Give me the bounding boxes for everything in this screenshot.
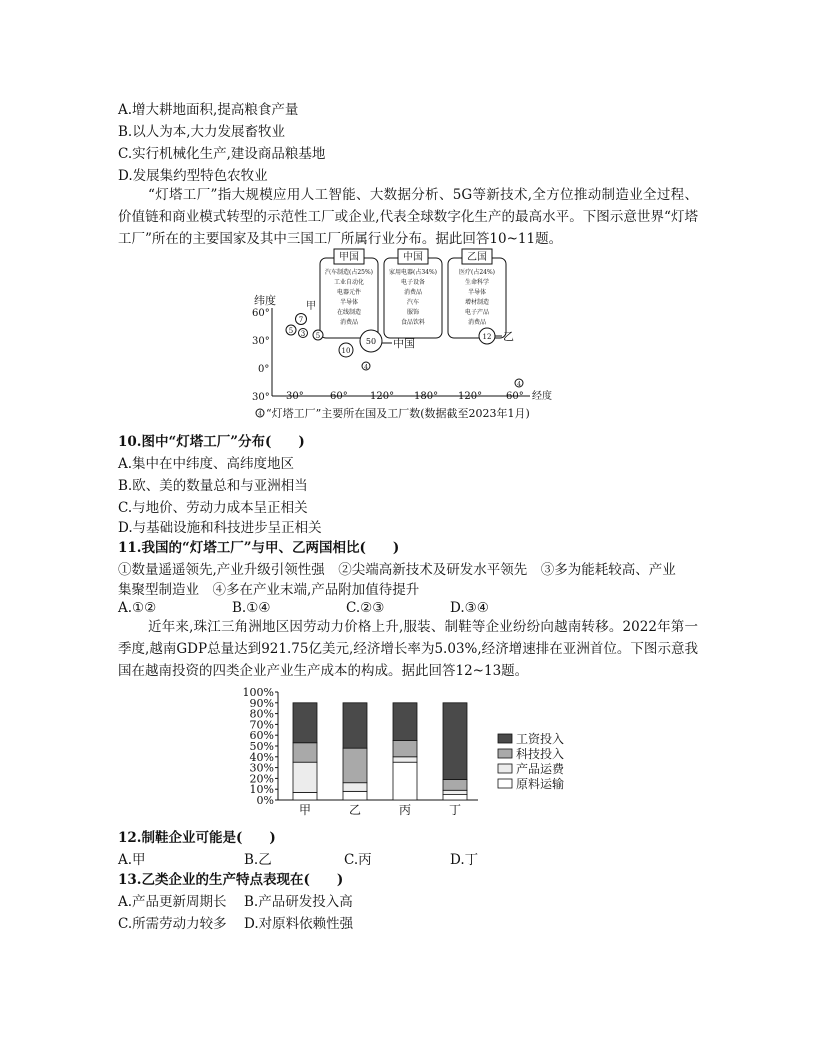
passage-lighthouse: “灯塔工厂”指大规模应用人工智能、大数据分析、5G等新技术,全方位推动制造业全过程、价值链和商业模式转型的示范性工厂或企业,代表全球数字化生产的最高水平。下图示意世界“灯塔工厂”所在的主要国家及其中三国工厂所属行业分布。据此回答10~11题。 bbox=[118, 187, 698, 247]
bar-segment bbox=[293, 762, 317, 792]
factory-circle bbox=[339, 343, 353, 357]
q13-option-b: B.产品研发投入高 bbox=[244, 894, 353, 910]
svg-text:5: 5 bbox=[288, 327, 294, 335]
y-tick-label: 20% bbox=[249, 772, 274, 786]
q10-option-a: A.集中在中纬度、高纬度地区 bbox=[118, 456, 295, 472]
q11-statements-line2: 集聚型制造业 ④多在产业末端,产品附加值待提升 bbox=[118, 582, 420, 598]
q11-option-c: C.②③ bbox=[346, 600, 385, 616]
q12-stem: 12.制鞋企业可能是( ) bbox=[118, 830, 276, 846]
box-item: 电子产品 bbox=[464, 309, 490, 316]
box-item: 电器元件 bbox=[336, 289, 362, 296]
passage-vietnam: 近年来,珠江三角洲地区因劳动力价格上升,服装、制鞋等企业纷纷向越南转移。2022年第一季度,越南GDP总量达到921.75亿美元,经济增长率为5.03%,经济增速排在亚洲首位。下图示意我国在越南投资的四类企业产业生产成本的构成。据此回答12~13题。 bbox=[118, 619, 698, 679]
lat-tick: 30° bbox=[252, 336, 270, 347]
legend-label: 工资投入 bbox=[516, 732, 565, 746]
lon-tick: 120° bbox=[458, 391, 483, 402]
q10-option-c: C.与地价、劳动力成本呈正相关 bbox=[118, 500, 308, 516]
y-tick-label: 100% bbox=[242, 686, 274, 699]
factory-circle bbox=[299, 329, 308, 339]
box-item: 汽车 bbox=[406, 299, 420, 306]
y-tick-label: 70% bbox=[249, 718, 274, 732]
lon-tick: 120° bbox=[370, 391, 395, 402]
legend-swatch bbox=[498, 749, 512, 758]
bar-segment bbox=[443, 703, 467, 780]
box-item: 消费品 bbox=[467, 319, 487, 326]
bar-segment bbox=[443, 779, 467, 790]
bar-segment bbox=[393, 703, 417, 741]
bar-segment bbox=[393, 757, 417, 762]
svg-text:10: 10 bbox=[341, 347, 351, 355]
y-tick-label: 90% bbox=[249, 696, 274, 710]
box-item: 电子设备 bbox=[400, 279, 426, 286]
lat-tick: 30° bbox=[252, 392, 270, 403]
caption-icon-number: 4 bbox=[258, 410, 262, 418]
svg-text:7: 7 bbox=[298, 316, 304, 324]
prev-option-c: C.实行机械化生产,建设商品粮基地 bbox=[118, 146, 326, 162]
factory-circle bbox=[515, 379, 523, 388]
lon-tick: 60° bbox=[506, 391, 524, 402]
box-item: 消费品 bbox=[403, 289, 423, 296]
label-yi: 乙 bbox=[503, 330, 514, 343]
box-title-yi: 乙国 bbox=[467, 252, 487, 263]
box-item: 消费品 bbox=[339, 319, 359, 326]
category-label: 甲 bbox=[298, 803, 312, 817]
category-label: 丁 bbox=[448, 803, 462, 817]
box-item: 增材制造 bbox=[464, 299, 490, 306]
category-label: 丙 bbox=[398, 803, 412, 817]
box-china bbox=[384, 249, 442, 338]
q13-options-row2 bbox=[118, 912, 353, 932]
prev-option-a: A.增大耕地面积,提高粮食产量 bbox=[118, 102, 299, 118]
q13-option-c: C.所需劳动力较多 bbox=[118, 916, 227, 932]
q12-option-c: C.丙 bbox=[344, 852, 372, 868]
box-item: 半导体 bbox=[339, 299, 359, 306]
q11-option-b: B.①④ bbox=[232, 600, 271, 616]
q10-option-b: B.欧、美的数量总和与亚洲相当 bbox=[118, 478, 308, 494]
legend-label: 原料运输 bbox=[516, 777, 565, 791]
box-jia bbox=[320, 249, 378, 338]
q11-options bbox=[118, 600, 489, 616]
legend-label: 产品运费 bbox=[516, 762, 565, 776]
box-item: 半导体 bbox=[467, 289, 487, 296]
legend-swatch bbox=[498, 764, 512, 773]
svg-text:3: 3 bbox=[300, 330, 306, 338]
q12-option-a: A.甲 bbox=[118, 852, 146, 868]
bar-segment bbox=[343, 703, 367, 748]
q11-option-d: D.③④ bbox=[450, 600, 489, 616]
svg-text:4: 4 bbox=[364, 364, 368, 371]
lat-tick: 0° bbox=[258, 364, 270, 375]
q11-statements-line1: ①数量遥遥领先,产业升级引领性强 ②尖端高新技术及研发水平领先 ③多为能耗较高、产业 bbox=[118, 562, 676, 578]
bar-segment bbox=[293, 703, 317, 743]
y-tick-label: 30% bbox=[249, 761, 274, 775]
svg-text:4: 4 bbox=[517, 381, 521, 388]
bar-segment bbox=[293, 743, 317, 762]
box-item: 食品饮料 bbox=[400, 319, 426, 326]
factory-circle bbox=[296, 300, 317, 325]
q13-stem: 13.乙类企业的生产特点表现在( ) bbox=[118, 872, 344, 888]
bar-segment bbox=[393, 762, 417, 800]
legend-label: 科技投入 bbox=[516, 747, 565, 761]
box-title-jia: 甲国 bbox=[339, 252, 359, 263]
y-tick-label: 0% bbox=[256, 794, 274, 807]
y-tick-label: 60% bbox=[249, 729, 274, 743]
y-tick-label: 10% bbox=[249, 783, 274, 797]
bar-segment bbox=[393, 741, 417, 757]
bar-segment bbox=[343, 748, 367, 783]
bar-segment bbox=[343, 783, 367, 792]
box-title-china: 中国 bbox=[403, 252, 423, 263]
svg-text:12: 12 bbox=[482, 333, 492, 341]
cost-structure-chart bbox=[230, 684, 590, 824]
box-item: 生命科学 bbox=[464, 279, 490, 286]
bar-segment bbox=[443, 790, 467, 794]
y-tick-label: 80% bbox=[249, 707, 274, 721]
y-tick-label: 50% bbox=[249, 740, 274, 753]
map-caption: “灯塔工厂”主要所在国及工厂数(数据截至2023年1月) bbox=[266, 407, 530, 420]
q11-stem: 11.我国的“灯塔工厂”与甲、乙两国相比( ) bbox=[118, 540, 400, 556]
lighthouse-map bbox=[240, 246, 580, 426]
q13-options-row1 bbox=[118, 890, 353, 910]
label-china: 中国 bbox=[393, 337, 415, 350]
q12-option-d: D.丁 bbox=[450, 852, 479, 868]
label-jia: 甲 bbox=[306, 301, 316, 312]
bar-segment bbox=[443, 795, 467, 800]
prev-option-b: B.以人为本,大力发展畜牧业 bbox=[118, 124, 286, 140]
box-item: 家用电器(占34%) bbox=[388, 269, 438, 276]
q11-option-a: A.①② bbox=[118, 600, 157, 616]
box-item: 医疗(占24%) bbox=[458, 269, 496, 276]
box-item: 服饰 bbox=[406, 309, 420, 316]
lon-tick: 180° bbox=[414, 391, 439, 402]
q10-option-d: D.与基础设施和科技进步呈正相关 bbox=[118, 520, 322, 536]
prev-option-d: D.发展集约型特色农牧业 bbox=[118, 168, 268, 184]
y-tick-label: 40% bbox=[249, 750, 274, 764]
lon-tick: 60° bbox=[330, 391, 348, 402]
q13-option-d: D.对原料依赖性强 bbox=[244, 916, 354, 932]
lat-tick: 60° bbox=[252, 308, 270, 319]
factory-circle bbox=[362, 362, 370, 371]
bar-segment bbox=[293, 792, 317, 800]
box-item: 汽车制造(占25%) bbox=[324, 269, 374, 276]
q12-option-b: B.乙 bbox=[244, 852, 272, 868]
lon-axis-title: 经度 bbox=[532, 391, 552, 402]
svg-text:5: 5 bbox=[315, 332, 321, 340]
lon-tick: 30° bbox=[286, 391, 304, 402]
lat-axis-title: 纬度 bbox=[254, 294, 276, 307]
legend-swatch bbox=[498, 734, 512, 743]
factory-circle bbox=[313, 330, 323, 340]
category-label: 乙 bbox=[348, 803, 362, 817]
box-item: 在线制造 bbox=[336, 309, 362, 316]
bar-segment bbox=[343, 791, 367, 800]
q13-option-a: A.产品更新周期长 bbox=[118, 894, 227, 910]
q10-stem: 10.图中“灯塔工厂”分布( ) bbox=[118, 434, 305, 450]
factory-circle bbox=[286, 325, 296, 335]
q12-options bbox=[118, 848, 478, 868]
legend-swatch bbox=[498, 779, 512, 788]
box-item: 工业自动化 bbox=[333, 279, 365, 286]
svg-text:50: 50 bbox=[365, 337, 377, 346]
box-yi bbox=[448, 249, 506, 338]
